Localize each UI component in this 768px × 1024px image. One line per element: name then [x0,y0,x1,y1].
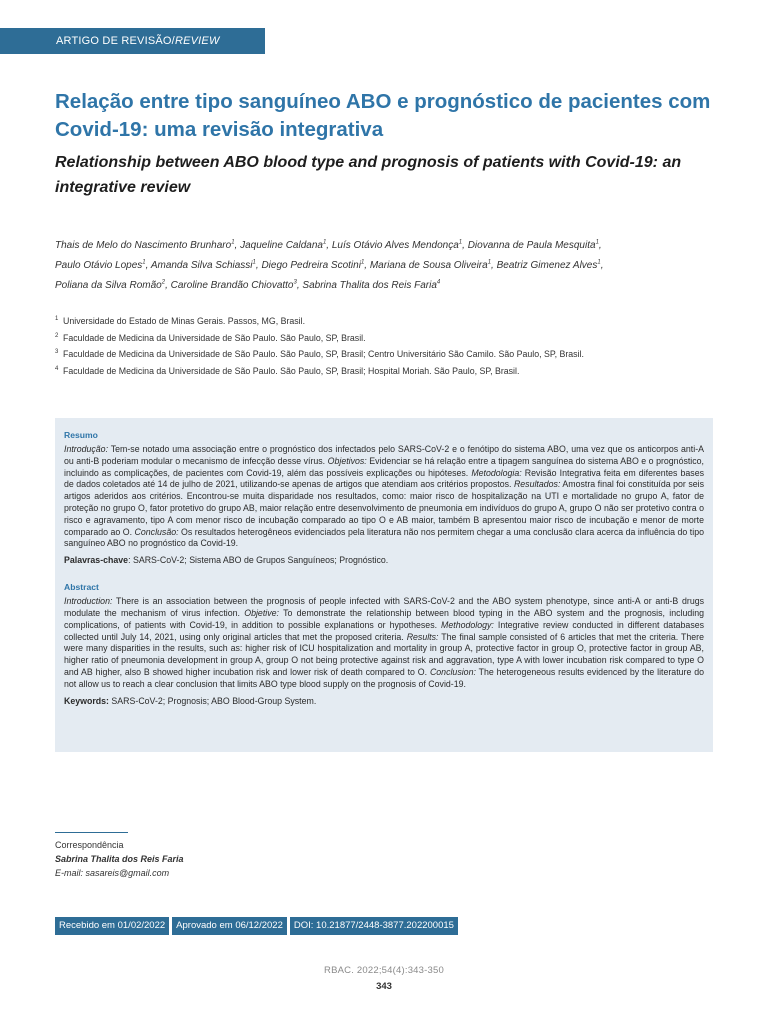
journal-citation: RBAC. 2022;54(4):343-350 [324,965,444,976]
author: Thais de Melo do Nascimento Brunharo [55,240,232,251]
correspondence-block [55,838,355,880]
author-affil-marker: 1 [231,239,235,246]
resumo-intro: Tem-se notado uma associação entre o prognóstico dos infectados pelo SARS-CoV-2 e o fenótipo do sistema ABO, uma vez que os anticorpos anti-A ou anti-B poderiam modular o mecanismo de infecção desse vírus. [64,444,704,466]
author-affil-marker: 1 [360,259,365,266]
abstract-conclusion-label: Conclusion: [429,666,476,677]
abstract-objective-label: Objetive: [244,607,279,618]
affiliation-text: Universidade do Estado de Minas Gerais. Passos, MG, Brasil. [63,316,306,326]
author: Diovanna de Paula Mesquita [467,240,596,251]
author: Beatriz Gimenez Alves [496,260,598,271]
author-affil-marker: 2 [161,279,166,286]
abstract-conclusion: The heterogeneous results evidenced by the literature do not allow us to reach a clear conclusion that limits ABO type blood supply on the prognosis of Covid-19. [64,666,704,689]
received-date: Recebido em 01/02/2022 [55,917,169,935]
affiliation-item [55,313,725,330]
section-label-banner [0,28,265,73]
author: Luís Otávio Alves Mendonça [331,240,459,251]
resumo-objetivos-label: Objetivos: [327,455,367,466]
author-affil-marker: 3 [293,279,297,286]
correspondence-name: Sabrina Thalita dos Reis Faria [55,854,184,864]
affiliation-item [55,330,725,347]
author-affil-marker: 1 [458,239,463,246]
affiliation-number: 3 [55,349,59,355]
author: Poliana da Silva Romão [55,280,162,291]
affiliation-text: Faculdade de Medicina da Universidade de São Paulo. São Paulo, SP, Brasil. [63,332,366,343]
resumo-metodologia: Revisão Integrativa feita em diferentes bases de dados coletados até 14 de julho de 2021, utilizando-se apenas de artigos que atendiam aos critérios propostos. [64,467,704,490]
article-title-pt: Relação entre tipo sanguíneo ABO e prognóstico de pacientes com Covid-19: uma revisão integrativa [55,90,711,141]
resumo-intro-label: Introdução: [64,444,109,454]
abstract-keywords [64,695,704,707]
resumo-keywords-text: : SARS-CoV-2; Sistema ABO de Grupos Sanguíneos; Prognóstico. [128,555,389,566]
author: Jaqueline Caldana [240,240,323,251]
abstract-intro-label: Introduction: [64,596,113,607]
author-affil-marker: 4 [436,279,441,286]
author: Amanda Silva Schiassi [150,260,253,271]
affiliation-text: Faculdade de Medicina da Universidade de São Paulo. São Paulo, SP, Brasil; Hospital Moriah. São Paulo, SP, Brasil. [63,365,520,376]
author-affil-marker: 1 [322,239,327,246]
abstract-box [55,418,713,752]
author-affil-marker: 1 [252,259,256,266]
author-affil-marker: 1 [487,259,492,266]
resumo-heading: Resumo [64,430,98,440]
section-label-pt: ARTIGO DE REVISÃO/ [56,35,175,47]
abstract-keywords-text: SARS-CoV-2; Prognosis; ABO Blood-Group System. [108,695,317,706]
abstract-text [64,596,704,690]
author: Sabrina Thalita dos Reis Faria [302,280,437,291]
affiliation-item [55,363,725,380]
resumo-metodologia-label: Metodologia: [471,467,522,478]
publication-dates [55,917,458,935]
author: Caroline Brandão Chiovatto [170,280,294,291]
resumo-resultados-label: Resultados: [513,479,561,490]
author-affil-marker: 1 [597,259,601,266]
author-affil-marker: 1 [142,259,146,266]
author-affil-marker: 1 [595,239,599,246]
affiliation-item [55,346,725,363]
correspondence-label: Correspondência [55,840,124,850]
correspondence-email: E-mail: sasareis@gmail.com [55,868,170,878]
author-list: Thais de Melo do Nascimento Brunharo$^1$, Jaqueline Caldana$^1$, Luís Otávio Alves Mendonça$^1$, Diovanna de Paula Mesquita$^1$, Paulo Otávio Lopes$^1$, Amanda Silva Schiassi$^1$, Diego Pedreira Scotini$^1$, Mariana de Sousa Oliveira$^1$, Beatriz Gimenez Alves$^1$, Poliana da Silva Romão$^2$, Caroline Brandão Chiovatto$^3$, Sabrina Thalita dos Reis Faria$^4$ [55,239,604,291]
abstract-results: The final sample consisted of 6 articles that met the criteria. There were many disparities in the results, such as: higher risk of ICU hospitalization and mortality in group A, protective factor in group O, protective factor in group AB, higher ratio of pneumonia development in group A, group O not being protective against risk and aggravation, type A with lower incubation risk compared to type O and AB higher, also B showed higher incubation risk and lower risk of death compared to O. [64,631,704,677]
author: Paulo Otávio Lopes [55,260,143,271]
abstract-heading: Abstract [64,582,99,593]
abstract-objective: To demonstrate the relationship between blood typing in the ABO system and the prognosis, including complications, of patients with Covid-19, in addition to possible explanations or hypotheses. [64,607,704,630]
affiliation-number: 4 [55,365,59,372]
resumo-objetivos: Evidenciar se há relação entre a tipagem sanguínea do sistema ABO e o prognóstico, incluindo as complicações, de pacientes com Covid-19, além das possíveis explicações ou hipóteses. [64,455,704,478]
affiliation-number: 1 [55,316,59,322]
affiliation-text: Faculdade de Medicina da Universidade de São Paulo. São Paulo, SP, Brasil; Centro Universitário São Camilo. São Paulo, SP, Brasil. [63,349,584,359]
author: Diego Pedreira Scotini [261,260,361,271]
affiliation-number: 2 [55,332,59,339]
doi-link[interactable]: DOI: 10.21877/2448-3877.202200015 [290,917,458,935]
abstract-methodology: Integrative review conducted in different databases collected until July 14, 2021, using only original articles that met the proposed criteria. [64,619,705,642]
article-title-en: Relationship between ABO blood type and prognosis of patients with Covid-19: an integrative review [55,154,682,196]
resumo-conclusao: Os resultados heterogêneos evidenciados pela literatura não nos permitem chegar a uma conclusão clara acerca da influência do tipo sanguíneo ABO no prognóstico da Covid-19. [64,526,704,549]
resumo-keywords-label: Palavras-chave [64,555,129,566]
resumo-keywords [64,554,704,566]
affiliation-list [55,313,725,379]
page-number: 343 [376,981,392,992]
resumo-conclusao-label: Conclusão: [134,526,179,537]
approved-date: Aprovado em 06/12/2022 [172,917,287,935]
author: Mariana de Sousa Oliveira [369,260,488,271]
abstract-intro: There is an association between the prognosis of people infected with SARS-CoV-2 and the ABO system phenotype, since anti-A or anti-B drugs modulate the mechanism of virus infection. [64,596,704,618]
abstract-methodology-label: Methodology: [441,619,494,630]
section-label-en: REVIEW ARTICLE [56,35,220,73]
resumo-text [64,444,704,550]
abstract-results-label: Results: [406,631,439,642]
abstract-keywords-label: Keywords: [64,695,109,706]
correspondence-divider [55,832,128,833]
resumo-resultados: Amostra final foi constituída por seis artigos aderidos aos critérios. Encontrou-se muita disparidade nos resultados, como: maior risco de hospitalização na UTI e mortalidade no grupo A, fator de proteção no grupo O, fator protetivo do grupo AB, maior relação entre desenvolvimento de pneumonia em indivíduos do grupo A, grupo O não ser protetivo contra o risco e agravamento, tipo A com menor risco de incubação comparado ao tipo O e AB maior, também B apresentou maior risco de incubação e menor de morte comparado ao O. [64,479,704,537]
